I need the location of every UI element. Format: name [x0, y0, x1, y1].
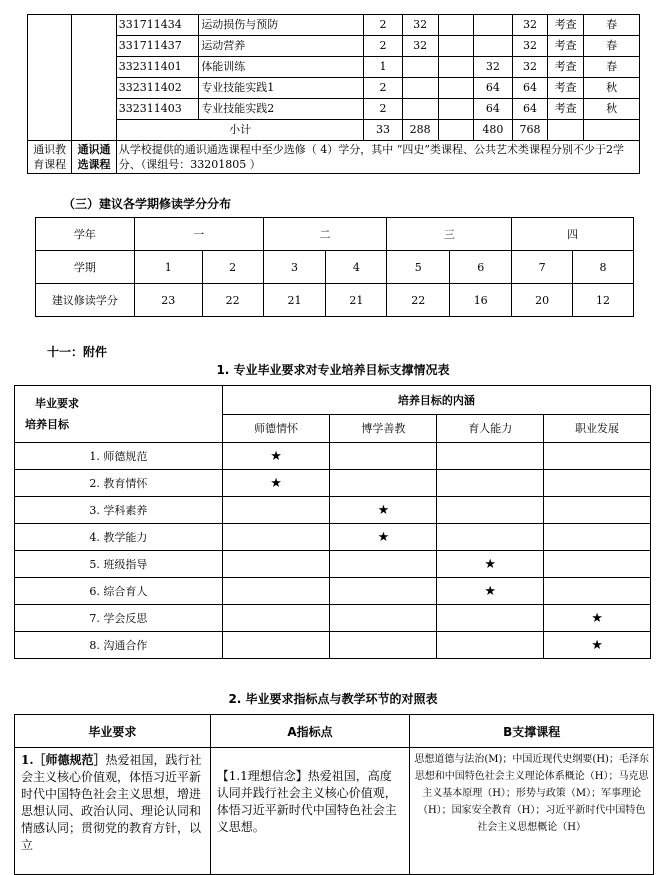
table-row — [15, 497, 651, 524]
matrix-column-header: 师德情怀 — [222, 414, 330, 443]
course-total-hours: 64 — [513, 99, 548, 120]
course-name: 运动损伤与预防 — [199, 15, 364, 36]
course-hours — [402, 99, 438, 120]
empty-cell — [437, 524, 544, 551]
course-term: 春 — [584, 15, 640, 36]
course-table — [27, 14, 640, 174]
course-hours — [438, 78, 473, 99]
course-hours — [438, 99, 473, 120]
credit-distribution-table — [35, 217, 634, 317]
term-cell: 2 — [202, 251, 263, 284]
credit-cell: 23 — [134, 284, 202, 317]
course-hours: 32 — [473, 57, 512, 78]
table-row — [15, 632, 651, 659]
empty-cell — [330, 578, 437, 605]
course-total-hours: 32 — [513, 15, 548, 36]
subcategory-cell — [72, 15, 116, 141]
course-name: 专业技能实践2 — [199, 99, 364, 120]
subtotal-row — [28, 120, 640, 141]
matrix-row-label: 2. 教育情怀 — [15, 470, 223, 497]
term-label: 学期 — [36, 251, 135, 284]
table-row — [28, 78, 640, 99]
course-code: 332311401 — [116, 57, 199, 78]
subtotal-credit: 33 — [364, 120, 402, 141]
star-icon: ★ — [437, 578, 544, 605]
course-code: 331711434 — [116, 15, 199, 36]
empty-cell — [222, 497, 330, 524]
empty-cell — [437, 632, 544, 659]
requirement-cell — [15, 748, 211, 875]
course-name: 运动营养 — [199, 36, 364, 57]
matrix-row-label: 8. 沟通合作 — [15, 632, 223, 659]
credit-cell: 21 — [326, 284, 387, 317]
course-name: 专业技能实践1 — [199, 78, 364, 99]
category-cell — [28, 15, 72, 141]
section-heading-credit-distribution: （三）建议各学期修读学分分布 — [63, 197, 232, 211]
empty-cell — [544, 497, 651, 524]
empty-cell — [544, 443, 651, 470]
matrix-group-header: 培养目标的内涵 — [222, 386, 650, 415]
course-term: 秋 — [584, 99, 640, 120]
corner-bottom-label: 培养目标 — [25, 418, 69, 431]
matrix-row-label: 1. 师德规范 — [15, 443, 223, 470]
general-education-row — [28, 141, 640, 174]
matrix-column-header: 育人能力 — [437, 414, 544, 443]
course-term: 秋 — [584, 78, 640, 99]
table-row — [28, 57, 640, 78]
empty-cell — [222, 632, 330, 659]
matrix-row-label: 6. 综合育人 — [15, 578, 223, 605]
star-icon: ★ — [222, 443, 330, 470]
star-icon: ★ — [330, 524, 437, 551]
course-hours: 32 — [402, 36, 438, 57]
mapping-header: 毕业要求 — [15, 715, 211, 748]
empty-cell — [437, 470, 544, 497]
table-row — [15, 605, 651, 632]
courses-cell: 思想道德与法治(M)；中国近现代史纲要(H)；毛泽东思想和中国特色社会主义理论体系概论（H）；马克思主义基本原理（H）；形势与政策（M）；军事理论（H）；国家安全教育（H）；习近平新时代中国特色社会主义思想概论（H） — [410, 748, 654, 875]
empty-cell — [437, 443, 544, 470]
course-hours — [473, 15, 512, 36]
matrix-row-label: 7. 学会反思 — [15, 605, 223, 632]
credit-label: 建议修读学分 — [36, 284, 135, 317]
requirement-text: 热爱祖国，践行社会主义核心价值观，体悟习近平新时代中国特色社会主义思想，增进思想认同、政治认同、理论认同和情感认同；贯彻党的教育方针，以立 — [21, 753, 202, 852]
support-matrix-table — [14, 385, 651, 659]
course-hours — [402, 78, 438, 99]
matrix-column-header: 博学善教 — [330, 414, 437, 443]
term-cell: 1 — [134, 251, 202, 284]
matrix-row-label: 3. 学科素养 — [15, 497, 223, 524]
course-hours: 32 — [402, 15, 438, 36]
course-term: 春 — [584, 57, 640, 78]
star-icon: ★ — [544, 605, 651, 632]
term-cell: 4 — [326, 251, 387, 284]
course-code: 332311403 — [116, 99, 199, 120]
course-total-hours: 32 — [513, 36, 548, 57]
matrix-column-header: 职业发展 — [544, 414, 651, 443]
course-exam-type: 考查 — [548, 15, 584, 36]
term-cell: 5 — [387, 251, 450, 284]
course-hours — [438, 57, 473, 78]
subtotal-hours — [438, 120, 473, 141]
course-exam-type: 考查 — [548, 36, 584, 57]
course-credit: 1 — [364, 57, 402, 78]
empty-cell — [330, 443, 437, 470]
mapping-table — [14, 714, 654, 875]
credit-cell: 12 — [573, 284, 634, 317]
course-hours: 64 — [473, 78, 512, 99]
course-hours — [473, 36, 512, 57]
course-credit: 2 — [364, 15, 402, 36]
empty-cell — [544, 470, 651, 497]
course-code: 332311402 — [116, 78, 199, 99]
empty-cell — [437, 497, 544, 524]
subtotal-label: 小计 — [116, 120, 364, 141]
star-icon: ★ — [437, 551, 544, 578]
empty-cell — [330, 470, 437, 497]
credit-cell: 22 — [387, 284, 450, 317]
table-row — [15, 551, 651, 578]
empty-cell — [222, 551, 330, 578]
subtotal-hours: 480 — [473, 120, 512, 141]
empty-cell — [330, 605, 437, 632]
course-term: 春 — [584, 36, 640, 57]
year-label: 学年 — [36, 218, 135, 251]
empty-cell — [330, 551, 437, 578]
year-cell: 四 — [512, 218, 634, 251]
table1-title: 1. 专业毕业要求对专业培养目标支撑情况表 — [216, 363, 450, 377]
table-row — [28, 99, 640, 120]
indicator-cell: 【1.1理想信念】热爱祖国，高度认同并践行社会主义核心价值观，体悟习近平新时代中国特色社会主义思想。 — [210, 748, 410, 875]
course-credit: 2 — [364, 78, 402, 99]
course-hours: 64 — [473, 99, 512, 120]
credit-cell: 22 — [202, 284, 263, 317]
empty-cell — [548, 120, 584, 141]
empty-cell — [222, 578, 330, 605]
term-cell: 3 — [263, 251, 326, 284]
term-cell: 8 — [573, 251, 634, 284]
star-icon: ★ — [330, 497, 437, 524]
year-cell: 一 — [134, 218, 263, 251]
course-total-hours: 32 — [513, 57, 548, 78]
star-icon: ★ — [222, 470, 330, 497]
general-subcategory: 通识通选课程 — [72, 141, 116, 174]
mapping-header: A指标点 — [210, 715, 410, 748]
course-exam-type: 考查 — [548, 57, 584, 78]
term-cell: 6 — [450, 251, 512, 284]
requirement-title: 1.［师德规范］ — [21, 753, 106, 767]
course-name: 体能训练 — [199, 57, 364, 78]
table-row — [15, 470, 651, 497]
course-hours — [438, 36, 473, 57]
course-hours — [438, 15, 473, 36]
credit-cell: 21 — [263, 284, 326, 317]
table-row — [28, 36, 640, 57]
course-hours — [402, 57, 438, 78]
general-category: 通识教育课程 — [28, 141, 72, 174]
mapping-header: B支撑课程 — [410, 715, 654, 748]
matrix-row-label: 4. 教学能力 — [15, 524, 223, 551]
course-exam-type: 考查 — [548, 78, 584, 99]
matrix-corner — [15, 386, 223, 443]
term-cell: 7 — [512, 251, 573, 284]
credit-cell: 16 — [450, 284, 512, 317]
course-code: 331711437 — [116, 36, 199, 57]
appendix-heading: 十一：附件 — [47, 345, 108, 359]
subtotal-total: 768 — [513, 120, 548, 141]
subtotal-hours: 288 — [402, 120, 438, 141]
course-credit: 2 — [364, 36, 402, 57]
corner-top-label: 毕业要求 — [35, 397, 79, 410]
empty-cell — [222, 524, 330, 551]
course-exam-type: 考查 — [548, 99, 584, 120]
table-row — [15, 578, 651, 605]
empty-cell — [544, 578, 651, 605]
year-cell: 三 — [387, 218, 512, 251]
empty-cell — [437, 605, 544, 632]
year-cell: 二 — [263, 218, 387, 251]
empty-cell — [222, 605, 330, 632]
matrix-row-label: 5. 班级指导 — [15, 551, 223, 578]
table2-title: 2. 毕业要求指标点与教学环节的对照表 — [228, 692, 438, 706]
empty-cell — [544, 524, 651, 551]
course-credit: 2 — [364, 99, 402, 120]
general-note: 从学校提供的通识通选课程中至少选修（ 4）学分，其中 “四史”类课程、公共艺术类课程分别不少于2学分、（课组号：33201805 ） — [116, 141, 639, 174]
table-row — [15, 443, 651, 470]
empty-cell — [544, 551, 651, 578]
table-row — [28, 15, 640, 36]
course-total-hours: 64 — [513, 78, 548, 99]
empty-cell — [330, 632, 437, 659]
empty-cell — [584, 120, 640, 141]
star-icon: ★ — [544, 632, 651, 659]
credit-cell: 20 — [512, 284, 573, 317]
table-row — [15, 524, 651, 551]
